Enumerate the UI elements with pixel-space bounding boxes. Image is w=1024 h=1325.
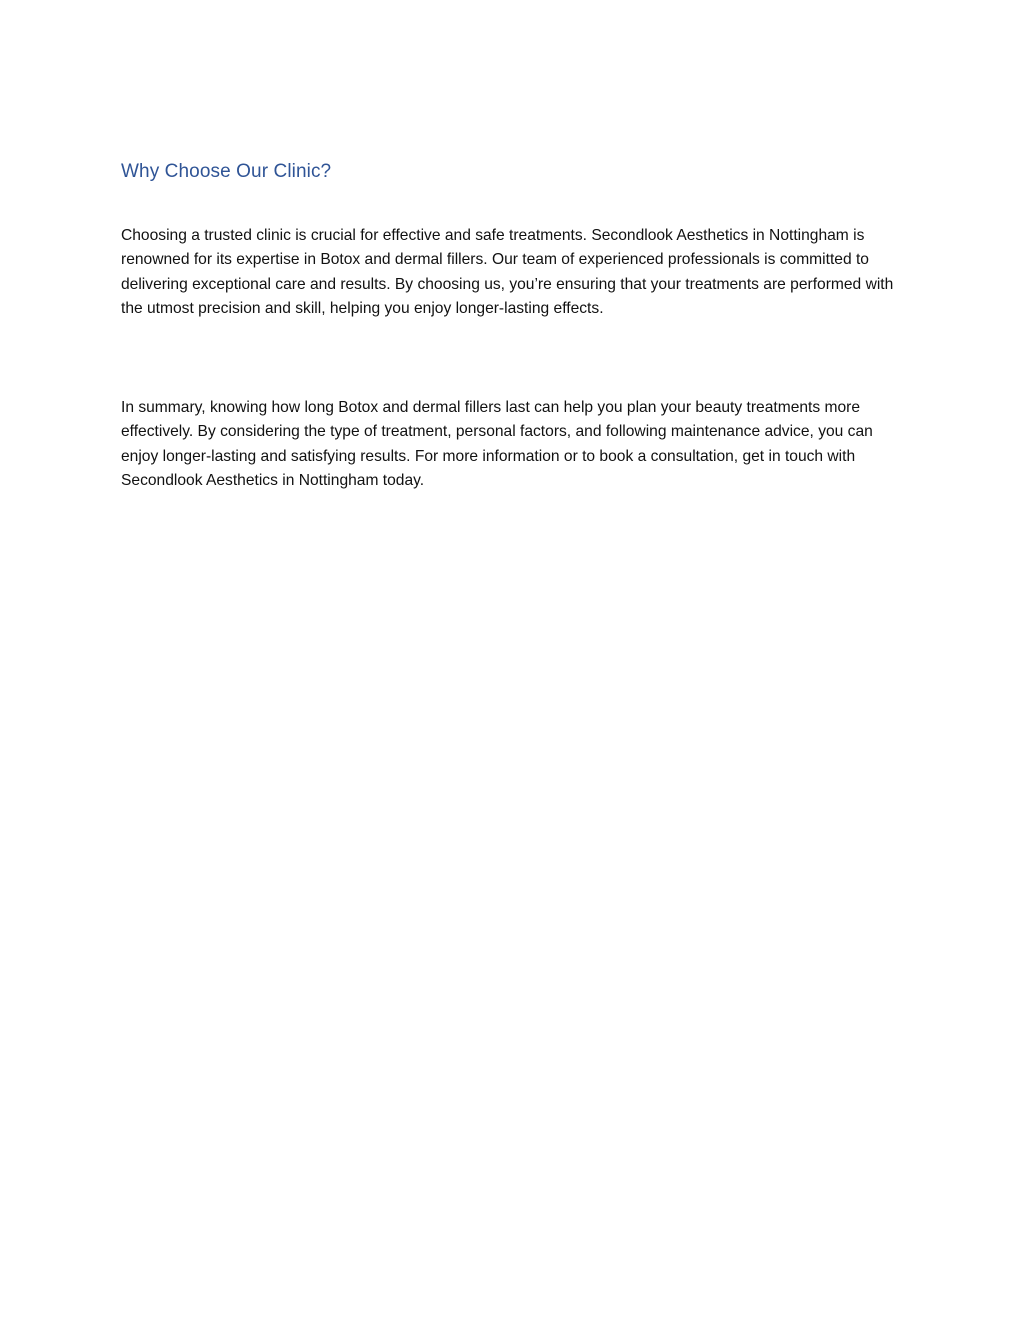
paragraph-why-choose: Choosing a trusted clinic is crucial for effective and safe treatments. Secondlook Aesthetics in Nottingham is renowned for its expertise in Botox and dermal fillers. Our team of experienced professionals is committed to delivering exceptional care and results. By choosing us, you’re ensuring that your treatments are performed with the utmost precision and skill, helping you enjoy longer-lasting effects. — [121, 227, 894, 317]
section-heading: Why Choose Our Clinic? — [121, 161, 332, 182]
paragraph-summary: In summary, knowing how long Botox and dermal fillers last can help you plan your beauty treatments more effectively. By considering the type of treatment, personal factors, and following maintenance advice, you can enjoy longer-lasting and satisfying results. For more information or to book a consultation, get in touch with Secondlook Aesthetics in Nottingham today. — [121, 399, 873, 489]
